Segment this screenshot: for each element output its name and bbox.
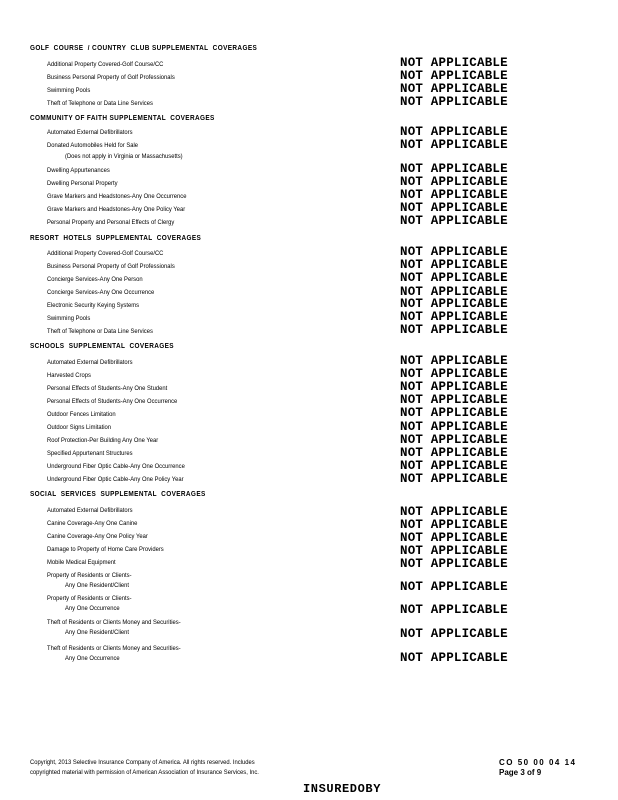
item-value: NOT APPLICABLE: [400, 82, 508, 96]
section-title-schools: SCHOOLS SUPPLEMENTAL COVERAGES: [30, 343, 174, 350]
item-value: NOT APPLICABLE: [400, 125, 508, 139]
item-value: NOT APPLICABLE: [400, 603, 508, 617]
item-sublabel: Any One Resident/Client: [65, 629, 130, 636]
item-label: Theft of Residents or Clients Money and Securities-: [47, 619, 181, 626]
item-sublabel: Any One Resident/Client: [65, 582, 130, 589]
item-value: NOT APPLICABLE: [400, 354, 508, 368]
item-value: NOT APPLICABLE: [400, 627, 508, 641]
item-sublabel: Any One Occurrence: [65, 605, 120, 612]
item-value: NOT APPLICABLE: [400, 544, 508, 558]
item-value: NOT APPLICABLE: [400, 433, 508, 447]
item-label: Outdoor Fences Limitation: [47, 411, 116, 418]
item-value: NOT APPLICABLE: [400, 56, 508, 70]
item-value: NOT APPLICABLE: [400, 367, 508, 381]
item-label: Dwelling Appurtenances: [47, 167, 110, 174]
item-label: Outdoor Signs Limitation: [47, 424, 112, 431]
item-label: Underground Fiber Optic Cable-Any One Occurrence: [47, 463, 185, 470]
item-label: Automated External Defibrillators: [47, 129, 133, 136]
item-label: Property of Residents or Clients-: [47, 595, 132, 602]
item-label: Personal Effects of Students-Any One Student: [47, 385, 168, 392]
item-value: NOT APPLICABLE: [400, 297, 508, 311]
item-label: Business Personal Property of Golf Professionals: [47, 263, 175, 270]
item-label: Personal Property and Personal Effects of Clergy: [47, 219, 175, 226]
item-value: NOT APPLICABLE: [400, 518, 508, 532]
item-label: Additional Property Covered-Golf Course/CC: [47, 250, 164, 257]
item-label: Additional Property Covered-Golf Course/CC: [47, 61, 164, 68]
section-title-resort-hotels: RESORT HOTELS SUPPLEMENTAL COVERAGES: [30, 235, 202, 242]
copyright-notice: [30, 758, 318, 778]
item-value: NOT APPLICABLE: [400, 505, 508, 519]
form-number: CO 50 00 04 14: [499, 758, 577, 767]
item-value: NOT APPLICABLE: [400, 580, 508, 594]
item-label: Business Personal Property of Golf Professionals: [47, 74, 175, 81]
item-label: Swimming Pools: [47, 315, 91, 322]
item-label: Roof Protection-Per Building Any One Year: [47, 437, 159, 444]
item-label: Electronic Security Keying Systems: [47, 302, 140, 309]
item-value: NOT APPLICABLE: [400, 258, 508, 272]
item-value: NOT APPLICABLE: [400, 271, 508, 285]
item-label: Automated External Defibrillators: [47, 507, 133, 514]
item-value: NOT APPLICABLE: [400, 651, 508, 665]
item-value: NOT APPLICABLE: [400, 214, 508, 228]
item-value: NOT APPLICABLE: [400, 380, 508, 394]
item-value: NOT APPLICABLE: [400, 393, 508, 407]
item-label: Concierge Services-Any One Occurrence: [47, 289, 155, 296]
item-label: Underground Fiber Optic Cable-Any One Policy Year: [47, 476, 184, 483]
copyright-line-1: Copyright, 2013 Selective Insurance Company of America. All rights reserved. Includes: [30, 759, 255, 766]
item-value: NOT APPLICABLE: [400, 188, 508, 202]
item-value: NOT APPLICABLE: [400, 323, 508, 337]
insured-copy-label: INSUREDOBY: [303, 782, 382, 796]
section-title-golf: GOLF COURSE / COUNTRY CLUB SUPPLEMENTAL COVERAGES: [30, 45, 258, 52]
item-value: NOT APPLICABLE: [400, 245, 508, 259]
item-value: NOT APPLICABLE: [400, 446, 508, 460]
section-title-social-services: SOCIAL SERVICES SUPPLEMENTAL COVERAGES: [30, 491, 206, 498]
item-label: Specified Appurtenant Structures: [47, 450, 133, 457]
item-value: NOT APPLICABLE: [400, 95, 508, 109]
item-label: Personal Effects of Students-Any One Occurrence: [47, 398, 178, 405]
item-value: NOT APPLICABLE: [400, 285, 508, 299]
page-number: Page 3 of 9: [499, 768, 542, 777]
item-sublabel: (Does not apply in Virginia or Massachusetts): [65, 153, 183, 160]
item-value: NOT APPLICABLE: [400, 531, 508, 545]
form-identifier: [499, 758, 576, 778]
item-label: Damage to Property of Home Care Providers: [47, 546, 164, 553]
item-label: Harvested Crops: [47, 372, 91, 379]
item-label: Grave Markers and Headstones-Any One Policy Year: [47, 206, 186, 213]
item-value: NOT APPLICABLE: [400, 138, 508, 152]
item-label: Concierge Services-Any One Person: [47, 276, 143, 283]
item-value: NOT APPLICABLE: [400, 406, 508, 420]
copyright-line-2: copyrighted material with permission of American Association of Insurance Services, Inc.: [30, 769, 259, 776]
item-value: NOT APPLICABLE: [400, 459, 508, 473]
item-label: Donated Automobiles Held for Sale: [47, 142, 139, 149]
item-value: NOT APPLICABLE: [400, 201, 508, 215]
item-label: Theft of Telephone or Data Line Services: [47, 100, 153, 107]
item-label: Dwelling Personal Property: [47, 180, 118, 187]
item-label: Mobile Medical Equipment: [47, 559, 116, 566]
item-value: NOT APPLICABLE: [400, 472, 508, 486]
item-value: NOT APPLICABLE: [400, 175, 508, 189]
item-label: Swimming Pools: [47, 87, 91, 94]
item-value: NOT APPLICABLE: [400, 69, 508, 83]
item-label: Theft of Telephone or Data Line Services: [47, 328, 153, 335]
item-label: Theft of Residents or Clients Money and Securities-: [47, 645, 181, 652]
item-value: NOT APPLICABLE: [400, 557, 508, 571]
item-sublabel: Any One Occurrence: [65, 655, 120, 662]
item-label: Canine Coverage-Any One Policy Year: [47, 533, 148, 540]
item-value: NOT APPLICABLE: [400, 162, 508, 176]
item-value: NOT APPLICABLE: [400, 420, 508, 434]
item-label: Canine Coverage-Any One Canine: [47, 520, 138, 527]
item-label: Automated External Defibrillators: [47, 359, 133, 366]
item-label: Grave Markers and Headstones-Any One Occurrence: [47, 193, 187, 200]
item-label: Property of Residents or Clients-: [47, 572, 132, 579]
section-title-community-of-faith: COMMUNITY OF FAITH SUPPLEMENTAL COVERAGES: [30, 115, 215, 122]
item-value: NOT APPLICABLE: [400, 310, 508, 324]
